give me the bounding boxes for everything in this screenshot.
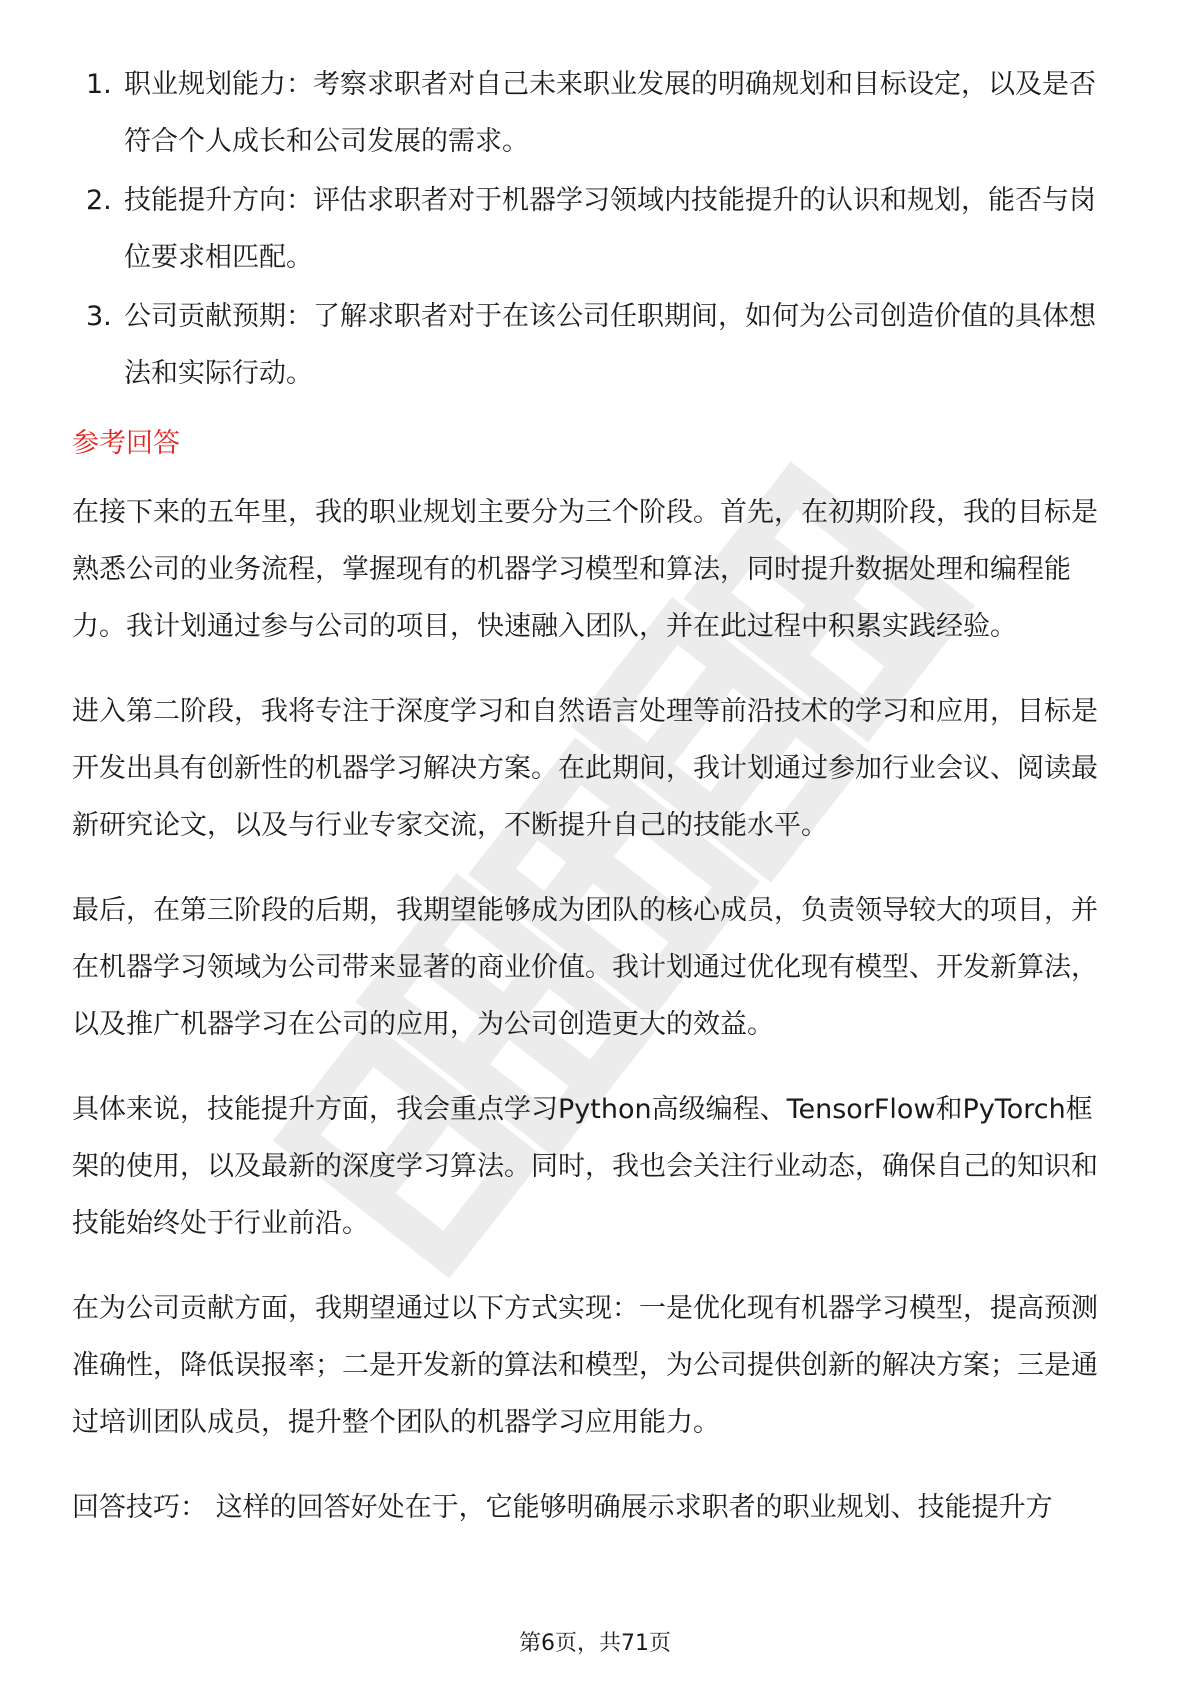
main-content: [72, 56, 1118, 1564]
answer-tips-paragraph: 回答技巧： 这样的回答好处在于，它能够明确展示求职者的职业规划、技能提升方: [72, 1492, 1053, 1523]
evaluation-criteria-list: [72, 56, 1118, 402]
answer-paragraph: 在为公司贡献方面，我期望通过以下方式实现：一是优化现有机器学习模型，提高预测准确性，降低误报率；二是开发新的算法和模型，为公司提供创新的解决方案；三是通过培训团队成员，提升整个团队的机器学习应用能力。: [72, 1293, 1098, 1438]
list-item-number: 2.: [86, 185, 112, 216]
list-item: [72, 172, 1118, 286]
list-item-text: 技能提升方向：评估求职者对于机器学习领域内技能提升的认识和规划，能否与岗位要求相匹配。: [124, 185, 1096, 273]
list-item-number: 3.: [86, 301, 112, 332]
list-item: [72, 288, 1118, 402]
list-item-text: 公司贡献预期：了解求职者对于在该公司任职期间，如何为公司创造价值的具体想法和实际行动。: [124, 301, 1096, 389]
section-title: 参考回答: [72, 428, 180, 459]
list-item-text: 职业规划能力：考察求职者对自己未来职业发展的明确规划和目标设定，以及是否符合个人成长和公司发展的需求。: [124, 69, 1096, 157]
answer-paragraph: 进入第二阶段，我将专注于深度学习和自然语言处理等前沿技术的学习和应用，目标是开发出具有创新性的机器学习解决方案。在此期间，我计划通过参加行业会议、阅读最新研究论文，以及与行业专家交流，不断提升自己的技能水平。: [72, 696, 1098, 841]
answer-paragraph: 最后，在第三阶段的后期，我期望能够成为团队的核心成员，负责领导较大的项目，并在机器学习领域为公司带来显著的商业价值。我计划通过优化现有模型、开发新算法，以及推广机器学习在公司的应用，为公司创造更大的效益。: [72, 895, 1098, 1040]
page-number-footer: 第6页，共71页: [519, 1631, 671, 1656]
answer-paragraph: 具体来说，技能提升方面，我会重点学习Python高级编程、TensorFlow和PyTorch框架的使用，以及最新的深度学习算法。同时，我也会关注行业动态，确保自己的知识和技能始终处于行业前沿。: [72, 1094, 1098, 1239]
answer-paragraph: 在接下来的五年里，我的职业规划主要分为三个阶段。首先，在初期阶段，我的目标是熟悉公司的业务流程，掌握现有的机器学习模型和算法，同时提升数据处理和编程能力。我计划通过参与公司的项目，快速融入团队，并在此过程中积累实践经验。: [72, 497, 1098, 642]
list-item: [72, 56, 1118, 170]
list-item-number: 1.: [86, 69, 112, 100]
